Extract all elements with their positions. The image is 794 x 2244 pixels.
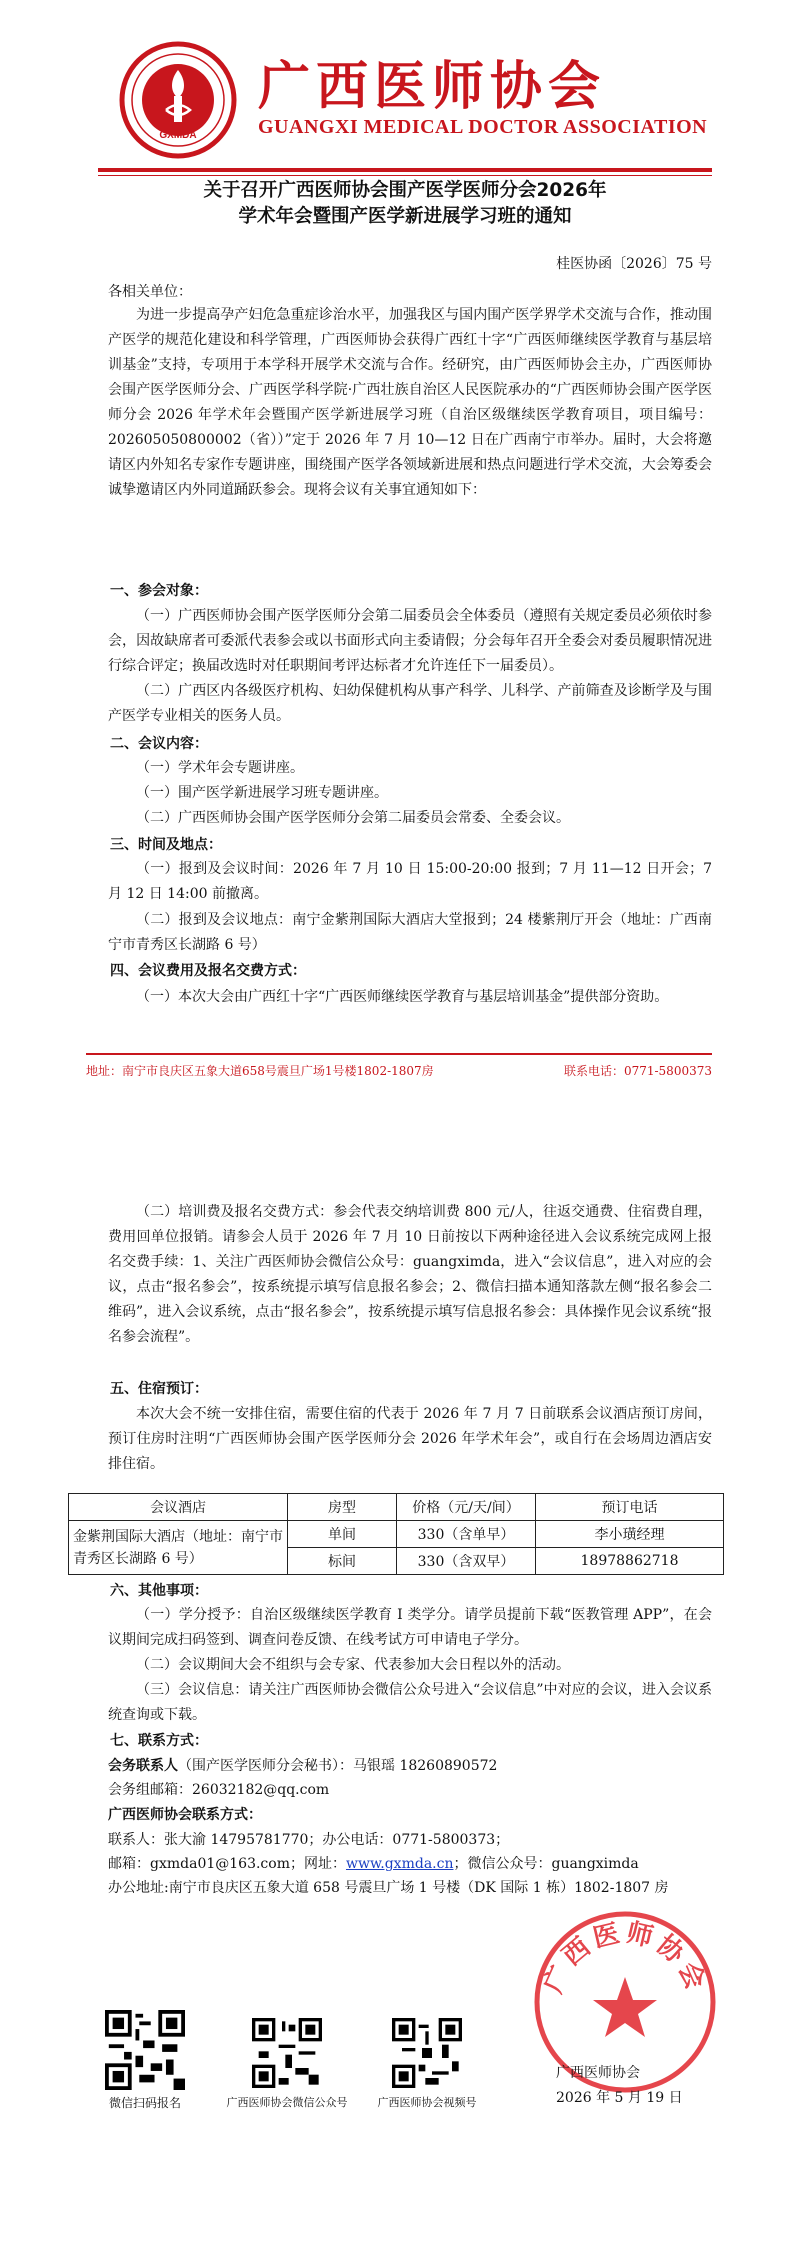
seal-text: 广西医师协会 bbox=[538, 1917, 712, 1998]
section-5-heading: 五、住宿预订： bbox=[110, 1381, 208, 1397]
qr-caption: 微信扫码报名 bbox=[108, 2096, 181, 2110]
association-wechat: ；微信公众号：guangximda bbox=[453, 1856, 639, 1872]
intro-paragraph: 为进一步提高孕产妇危急重症诊治水平，加强我区与国内围产医学界学术交流与合作，推动围产医学的规范化建设和科学管理，广西医师协会获得广西红十字“广西医师继续医学教育与基层培训基金”支持，专项用于本学科开展学术交流与合作。经研究，由广西医师协会主办，广西医师协会围产医学医师分会、广西医学科学院·广西壮族自治区人民医院承办的“广西医师协会围产医学医师分会 2026 年学术年会暨围产医学新进展学习班（自治区级继续医学教育项目，项目编号：202605050800002（省））”定于 2026 年 7 月 10—12 日在广西南宁市举办。届时，大会将邀请区内外知名专家作专题讲座，围绕围产医学各领域新进展和热点问题进行学术交流，大会筹委会诚挚邀请区内外同道踊跃参会。现将会议有关事宜通知如下： bbox=[108, 307, 712, 498]
signature-date: 2026 年 5 月 19 日 bbox=[556, 2090, 683, 2106]
footer-rule bbox=[86, 1053, 712, 1055]
hotel-name-cell: 金紫荆国际大酒店（地址：南宁市青秀区长湖路 6 号） bbox=[69, 1521, 288, 1575]
conference-email: 会务组邮箱：26032182@qq.com bbox=[108, 1782, 330, 1798]
section-1-p2: （二）广西区内各级医疗机构、妇幼保健机构从事产科学、儿科学、产前筛查及诊断学及与围产医学专业相关的医务人员。 bbox=[108, 683, 712, 724]
price-cell: 330（含单早） bbox=[397, 1521, 536, 1548]
salutation: 各相关单位： bbox=[108, 284, 192, 300]
hotel-table bbox=[68, 1493, 724, 1575]
phone-cell: 18978862718 bbox=[536, 1548, 724, 1575]
association-email: 邮箱：gxmda01@163.com；网址： bbox=[108, 1856, 346, 1872]
section-1-heading: 一、参会对象： bbox=[110, 583, 208, 599]
doc-number: 桂医协函〔2026〕75 号 bbox=[556, 256, 712, 272]
qr-code-icon[interactable] bbox=[252, 2018, 322, 2088]
conference-contact-label: 会务联系人 bbox=[108, 1758, 178, 1774]
footer-address: 地址：南宁市良庆区五象大道658号震旦广场1号楼1802-1807房 bbox=[86, 1064, 434, 1078]
association-office-address: 办公地址:南宁市良庆区五象大道 658 号震旦广场 1 号楼（DK 国际 1 栋）1802-1807 房 bbox=[108, 1880, 669, 1896]
table-header-cell: 价格（元/天/间） bbox=[397, 1494, 536, 1521]
table-row bbox=[69, 1521, 724, 1548]
section-2-item: （一）学术年会专题讲座。 bbox=[136, 760, 304, 776]
doc-title-line2: 学术年会暨围产医学新进展学习班的通知 bbox=[238, 206, 572, 227]
section-4-p2: （二）培训费及报名交费方式：参会代表交纳培训费 800 元/人，往返交通费、住宿费自理，费用回单位报销。请参会人员于 2026 年 7 月 10 日前按以下两种途径进入会议系统完成网上报名交费手续：1、关注广西医师协会微信公众号：guangximda，进入“会议信息”，进入对应的会议，点击“报名参会”，按系统提示填写信息报名参会；2、微信扫描本通知落款左侧“报名参会二维码”，进入会议系统，点击“报名参会”，按系统提示填写信息报名参会：具体操作见会议系统“报名参会流程”。 bbox=[108, 1204, 712, 1345]
org-name-en: GUANGXI MEDICAL DOCTOR ASSOCIATION bbox=[258, 116, 708, 138]
signature-org: 广西医师协会 bbox=[556, 2065, 640, 2081]
section-6-p2: （二）会议期间大会不组织与会专家、代表参加大会日程以外的活动。 bbox=[136, 1657, 570, 1673]
section-4-p1: （一）本次大会由广西红十字“广西医师继续医学教育与基层培训基金”提供部分资助。 bbox=[136, 989, 669, 1005]
section-2-heading: 二、会议内容： bbox=[110, 736, 208, 752]
section-3-p1: （一）报到及会议时间：2026 年 7 月 10 日 15:00-20:00 报到；7 月 11—12 日开会；7 月 12 日 14:00 前撤离。 bbox=[108, 861, 712, 902]
website-link[interactable]: www.gxmda.cn bbox=[345, 1856, 454, 1872]
association-contact-heading: 广西医师协会联系方式： bbox=[108, 1807, 262, 1823]
qr-caption: 广西医师协会微信公众号 bbox=[226, 2096, 348, 2109]
section-6-heading: 六、其他事项： bbox=[110, 1583, 208, 1599]
contact-cell: 李小璜经理 bbox=[536, 1521, 724, 1548]
conference-contact-detail: （围产医学医师分会秘书）：马银瑶 18260890572 bbox=[178, 1758, 498, 1774]
footer-phone: 联系电话：0771-5800373 bbox=[563, 1064, 712, 1078]
conference-contact bbox=[108, 1754, 712, 1779]
section-2-item: （二）广西医师协会围产医学医师分会第二届委员会常委、全委会议。 bbox=[136, 810, 570, 826]
section-6-p1: （一）学分授予：自治区级继续医学教育 I 类学分。请学员提前下载“医教管理 APP”，在会议期间完成扫码签到、调查问卷反馈、在线考试方可申请电子学分。 bbox=[108, 1607, 712, 1648]
association-contact: 联系人：张大渝 14795781770；办公电话：0771-5800373； bbox=[108, 1832, 510, 1848]
doc-title-line1: 关于召开广西医师协会围产医学医师分会2026年 bbox=[203, 180, 607, 201]
qr-code-icon[interactable] bbox=[105, 2010, 185, 2090]
section-7-heading: 七、联系方式： bbox=[110, 1733, 208, 1749]
section-4-heading: 四、会议费用及报名交费方式： bbox=[110, 963, 306, 979]
table-header-cell: 房型 bbox=[288, 1494, 397, 1521]
association-logo bbox=[118, 40, 238, 160]
room-type-cell: 单间 bbox=[288, 1521, 397, 1548]
section-1-p1: （一）广西医师协会围产医学医师分会第二届委员会全体委员（遵照有关规定委员必须依时参会，因故缺席者可委派代表参会或以书面形式向主委请假；分会每年召开全委会对委员履职情况进行综合评定；换届改选时对任职期间考评达标者才允许连任下一届委员）。 bbox=[108, 608, 712, 674]
association-email-website bbox=[108, 1852, 712, 1877]
header-rule-thick bbox=[98, 168, 712, 172]
section-2-item: （一）围产医学新进展学习班专题讲座。 bbox=[136, 785, 388, 801]
qr-code-icon[interactable] bbox=[392, 2018, 462, 2088]
logo-text: GXMDA bbox=[159, 130, 197, 141]
section-5-p1: 本次大会不统一安排住宿，需要住宿的代表于 2026 年 7 月 7 日前联系会议酒店预订房间，预订住房时注明“广西医师协会围产医学医师分会 2026 年学术年会”，或自行在会场周边酒店安排住宿。 bbox=[108, 1406, 712, 1472]
table-header-cell: 会议酒店 bbox=[69, 1494, 288, 1521]
org-name-cn: 广西医师协会 bbox=[258, 57, 607, 117]
section-3-p2: （二）报到及会议地点：南宁金紫荆国际大酒店大堂报到；24 楼紫荆厅开会（地址：广西南宁市青秀区长湖路 6 号） bbox=[108, 912, 712, 953]
table-header-row bbox=[69, 1494, 724, 1521]
section-3-heading: 三、时间及地点： bbox=[110, 837, 222, 853]
qr-caption: 广西医师协会视频号 bbox=[377, 2096, 477, 2109]
section-6-p3: （三）会议信息：请关注广西医师协会微信公众号进入“会议信息”中对应的会议，进入会议系统查询或下载。 bbox=[108, 1682, 712, 1723]
price-cell: 330（含双早） bbox=[397, 1548, 536, 1575]
room-type-cell: 标间 bbox=[288, 1548, 397, 1575]
table-header-cell: 预订电话 bbox=[536, 1494, 724, 1521]
